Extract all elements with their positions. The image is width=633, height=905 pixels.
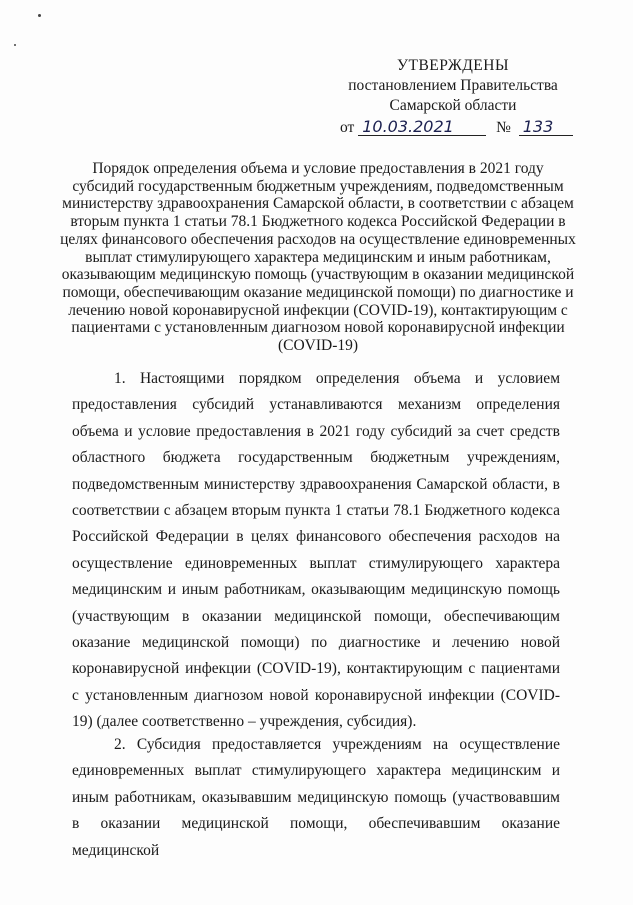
body-paragraph-2: [72, 732, 560, 864]
date-prefix: от: [340, 119, 355, 136]
scan-speck: [38, 14, 41, 17]
approval-date-line: [318, 118, 588, 138]
approval-line-government: постановлением Правительства: [348, 77, 558, 94]
approval-line-region: Самарской области: [389, 97, 517, 114]
body-paragraph-1: [72, 366, 560, 736]
approval-block: [318, 56, 588, 138]
scan-speck: [14, 44, 16, 46]
handwritten-date: 10.03.2021: [358, 119, 486, 136]
number-sign: №: [496, 119, 511, 136]
paragraph-text: 1. Настоящими порядком определения объема и условием предоставления субсидий устанавливаются механизм определения объема и условие предоставления в 2021 году субсидий за счет средств областного бюджета государственным бюджетным учреждениям, подведомственным министерству здравоохранения Самарской области, в соответствии с абзацем вторым пункта 1 статьи 78.1 Бюджетного кодекса Российской Федерации в целях финансового обеспечения расходов на осуществление единовременных выплат стимулирующего характера медицинским и иным работникам, оказывающим медицинскую помощь (участвующим в оказании медицинской помощи, обеспечивающим оказание медицинской помощи) по диагностике и лечению новой коронавирусной инфекции (COVID-19), контактирующим с пациентами с установленным диагнозом новой коронавирусной инфекции (COVID-19) (далее соответственно – учреждения, субсидия).: [72, 370, 560, 731]
approval-title: УТВЕРЖДЕНЫ: [397, 57, 509, 74]
paragraph-text: 2. Субсидия предоставляется учреждениям на осуществление единовременных выплат стимулирующего характера медицинским и иным работникам, оказывавшим медицинскую помощь (участвовавшим в оказании медицинской помощи, обеспечивавшим оказание медицинской: [72, 736, 560, 859]
document-heading: Порядок определения объема и условие предоставления в 2021 году субсидий государственным бюджетным учреждениям, подведомственным министерству здравоохранения Самарской области, в соответствии с абзацем вторым пункта 1 статьи 78.1 Бюджетного кодекса Российской Федерации в целях финансового обеспечения расходов на осуществление единовременных выплат стимулирующего характера медицинским и иным работникам, оказывающим медицинскую помощь (участвующим в оказании медицинской помощи, обеспечивающим оказание медицинской помощи) по диагностике и лечению новой коронавирусной инфекции (COVID-19), контактирующим с пациентами с установленным диагнозом новой коронавирусной инфекции (COVID-19): [60, 160, 576, 355]
handwritten-number: 133: [519, 119, 573, 136]
